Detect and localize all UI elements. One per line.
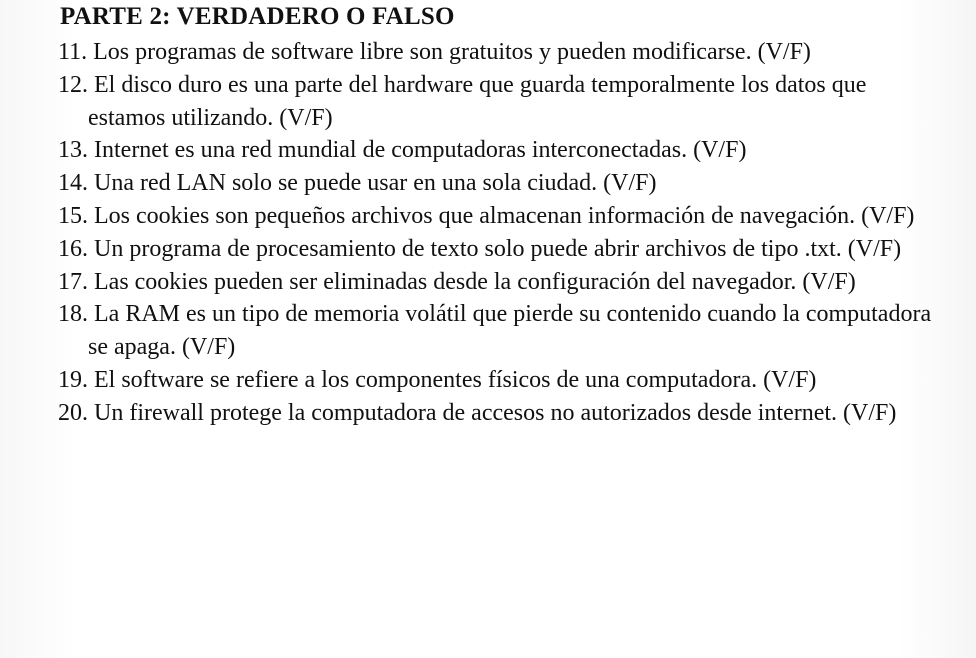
question-item-20: 20. Un firewall protege la computadora de accesos no autorizados desde internet. (V/F) [58, 399, 897, 426]
section-heading: PARTE 2: VERDADERO O FALSO [60, 3, 455, 30]
question-item-17: 17. Las cookies pueden ser eliminadas desde la configuración del navegador. (V/F) [58, 268, 856, 295]
question-item-11: 11. Los programas de software libre son gratuitos y pueden modificarse. (V/F) [58, 39, 811, 65]
question-item-12: 12. El disco duro es una parte del hardware que guarda temporalmente los datos que estamos utilizando. (V/F) [58, 71, 867, 131]
question-item-18: 18. La RAM es un tipo de memoria volátil que pierde su contenido cuando la computadora se apaga. (V/F) [58, 301, 932, 361]
question-item-19: 19. El software se refiere a los componentes físicos de una computadora. (V/F) [58, 366, 817, 393]
question-item-14: 14. Una red LAN solo se puede usar en una sola ciudad. (V/F) [58, 170, 657, 197]
question-item-16: 16. Un programa de procesamiento de texto solo puede abrir archivos de tipo .txt. (V/F) [58, 235, 902, 262]
question-list [58, 36, 938, 430]
question-item-13: 13. Internet es una red mundial de computadoras interconectadas. (V/F) [58, 137, 747, 164]
question-item-15: 15. Los cookies son pequeños archivos que almacenan información de navegación. (V/F) [58, 202, 915, 229]
